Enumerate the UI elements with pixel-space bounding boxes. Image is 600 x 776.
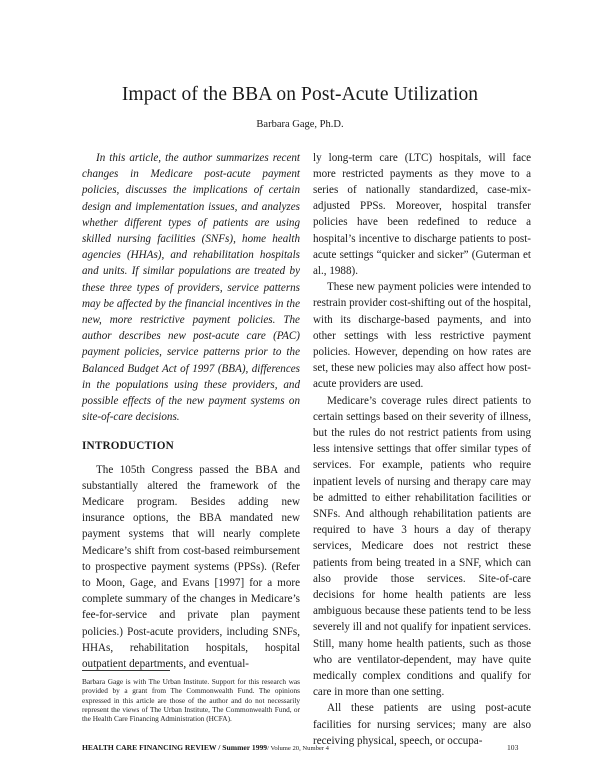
body-paragraph-1-part-2: ly long-term care (LTC) hospitals, will face more restricted payments as they move to a series of nationally standardized, case-mix-adjusted PPSs. Moreover, hospital transfer policies have been redefined to reduce a hospital’s incentive to discharge patients to post-acute settings “quicker and sicker” (Guterman et al., 1988). (313, 151, 531, 277)
article-author: Barbara Gage, Ph.D. (256, 119, 344, 130)
article-title: Impact of the BBA on Post-Acute Utilization (121, 84, 479, 105)
body-paragraph-1 (82, 462, 300, 673)
left-column (82, 150, 300, 672)
page-number: 103 (507, 743, 519, 752)
body-paragraph-1-continued (313, 150, 531, 280)
body-paragraph-3: Medicare’s coverage rules direct patients to certain settings based on their severity of illness, but the rules do not restrict patients from using less intensive settings that offer similar types of services. For example, patients who require inpatient levels of nursing and therapy care may be admitted to either rehabilitation facilities or SNFs. And although rehabilitation patients are required to have 3 hours a day of therapy services, Medicare does not restrict these patients from being treated in a SNF, which can also provide those services. Site-of-care decisions for home health patients are less ambiguous because these patients tend to be less severely ill and not qualify for inpatient services. Still, many home health patients, such as those who are ventilator-dependent, may have quite medically complex conditions and qualify for care in more than one setting. (313, 394, 531, 699)
journal-volume: / Volume 20, Number 4 (267, 745, 329, 752)
section-heading: INTRODUCTION (82, 440, 174, 453)
author-footnote: Barbara Gage is with The Urban Institute. Support for this research was provided by a grant from The Commonwealth Fund. The opinions expressed in this article are those of the author and do not necessarily represent the views of The Urban Institute, The Commonwealth Fund, or the Health Care Financing Administration (HCFA). (82, 677, 300, 724)
body-paragraph-1-part-1: The 105th Congress passed the BBA and substantially altered the framework of the Medicare program. Besides adding new insurance options, the BBA mandated new payment systems that will nearly complete Medicare’s shift from cost-based reimbursement to prospective payment systems (PPSs). (Refer to Moon, Gage, and Evans [1997] for a more complete summary of the changes in Medicare’s fee-for-service and private plan payment policies.) Post-acute providers, including SNFs, HHAs, rehabilitation hospitals, hospital outpatient departments, and eventual- (82, 463, 300, 671)
right-column (313, 150, 531, 750)
footnote-rule (82, 670, 170, 671)
journal-footer (82, 743, 329, 752)
abstract: In this article, the author summarizes recent changes in Medicare post-acute payment policies, discusses the implications of certain design and implementation issues, and analyzes whether different types of patients are using skilled nursing facilities (SNFs), home health agencies (HHAs), and rehabilitation hospitals and units. If similar populations are treated by these three types of providers, service patterns may be affected by the financial incentives in the new, more restrictive payment policies. The author describes new post-acute care (PAC) payment policies, service patterns prior to the Balanced Budget Act of 1997 (BBA), differences in the populations using these providers, and possible effects of the new payment systems on site-of-care decisions. (82, 152, 300, 424)
journal-name: HEALTH CARE FINANCING REVIEW / Summer 1999 (82, 743, 268, 752)
body-paragraph-4: All these patients are using post-acute facilities for nursing services; many are also receiving physical, speech, or occupa- (313, 702, 531, 747)
body-paragraph-2: These new payment policies were intended to restrain provider cost-shifting out of the hospital, with its discharge-based payments, and into other settings with less restrictive payment policies. However, depending on how rates are set, these new policies may also affect how post-acute providers are used. (313, 281, 531, 391)
